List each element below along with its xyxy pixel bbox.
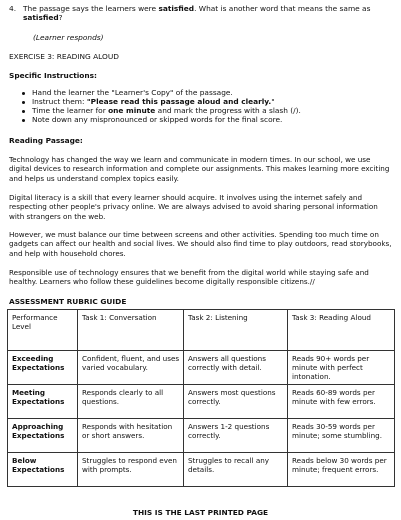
instruction-item: Time the learner for one minute and mark the progress with a slash (/). <box>32 106 301 115</box>
passage-heading: Reading Passage: <box>9 136 83 145</box>
table-cell: Answers all questions correctly with detail. <box>184 351 288 385</box>
passage-paragraph: Technology has changed the way we learn and communicate in modern times. In our school, we use digital devices to research information and complete our assignments. This makes learning more exciting and helps us understand complex topics easily. <box>9 155 390 183</box>
table-cell: Struggles to recall any details. <box>184 453 288 487</box>
column-header: Task 3: Reading Aloud <box>288 310 395 351</box>
table-cell: Answers most questions correctly. <box>184 385 288 419</box>
bullet-icon <box>22 92 25 95</box>
question-line-1: The passage says the learners were satisfied. What is another word that means the same as <box>23 4 371 13</box>
last-page-notice: THIS IS THE LAST PRINTED PAGE <box>132 508 269 517</box>
column-header: Performance Level <box>8 310 78 351</box>
passage-paragraph: However, we must balance our time between screens and other activities. Spending too much time on gadgets can affect our health and social lives. We should also find time to play outdoors, read storybooks, and help with household chores. <box>9 230 392 258</box>
level-cell: Approaching Expectations <box>8 419 78 453</box>
passage-paragraph: Responsible use of technology ensures that we benefit from the digital world while staying safe and healthy. Learners who follow these guidelines become digitally responsible citizens.// <box>9 268 369 287</box>
level-cell: Below Expectations <box>8 453 78 487</box>
bullet-icon <box>22 110 25 113</box>
question-line-2: satisfied? <box>23 13 63 22</box>
table-cell: Responds with hesitation or short answers. <box>78 419 184 453</box>
table-cell: Answers 1-2 questions correctly. <box>184 419 288 453</box>
exercise-title: EXERCISE 3: READING ALOUD <box>9 52 119 61</box>
table-row <box>8 419 395 453</box>
table-row <box>8 385 395 419</box>
table-cell: Reads 60-89 words per minute with few errors. <box>288 385 395 419</box>
instructions-heading: Specific Instructions: <box>9 71 97 80</box>
column-header: Task 2: Listening <box>184 310 288 351</box>
level-cell: Meeting Expectations <box>8 385 78 419</box>
table-cell: Reads below 30 words per minute; frequent errors. <box>288 453 395 487</box>
table-cell: Confident, fluent, and uses varied vocabulary. <box>78 351 184 385</box>
bullet-icon <box>22 101 25 104</box>
column-header: Task 1: Conversation <box>78 310 184 351</box>
rubric-table <box>7 309 395 487</box>
table-cell: Struggles to respond even with prompts. <box>78 453 184 487</box>
table-header-row <box>8 310 395 351</box>
level-cell: Exceeding Expectations <box>8 351 78 385</box>
table-cell: Reads 30-59 words per minute; some stumbling. <box>288 419 395 453</box>
passage-paragraph: Digital literacy is a skill that every learner should acquire. It involves using the internet safely and respecting other people's privacy online. We are always advised to avoid sharing personal information with strangers on the web. <box>9 193 378 221</box>
rubric-title: ASSESSMENT RUBRIC GUIDE <box>9 297 127 306</box>
instruction-item: Hand the learner the "Learner's Copy" of the passage. <box>32 88 233 97</box>
question-number: 4. <box>9 4 17 13</box>
table-cell: Responds clearly to all questions. <box>78 385 184 419</box>
learner-response-note: (Learner responds) <box>33 33 104 42</box>
instruction-item: Instruct them: "Please read this passage aloud and clearly." <box>32 97 275 106</box>
table-cell: Reads 90+ words per minute with perfect intonation. <box>288 351 395 385</box>
table-row <box>8 453 395 487</box>
bullet-icon <box>22 119 25 122</box>
instruction-item: Note down any mispronounced or skipped words for the final score. <box>32 115 283 124</box>
table-row <box>8 351 395 385</box>
